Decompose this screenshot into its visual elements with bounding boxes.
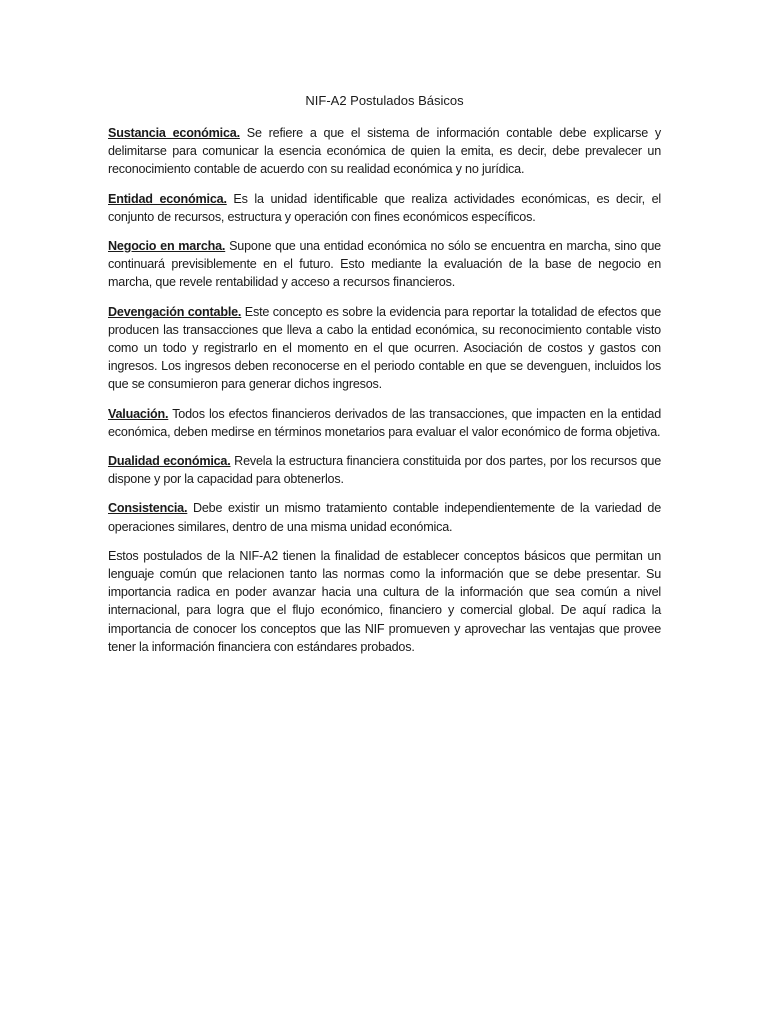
section-term: Valuación. [108, 406, 169, 421]
section-negocio-en-marcha [108, 237, 661, 292]
section-text: Revela la estructura financiera constituida por dos partes, por los recursos que dispone y por la capacidad para obtenerlos. [108, 454, 661, 487]
section-text: Es la unidad identificable que realiza actividades económicas, es decir, el conjunto de recursos, estructura y operación con fines económicos específicos. [108, 191, 661, 224]
section-devengacion-contable [108, 303, 661, 394]
document-title: NIF-A2 Postulados Básicos [305, 93, 464, 108]
section-text: Este concepto es sobre la evidencia para reportar la totalidad de efectos que producen las transacciones que lleva a cabo la entidad económica, su reconocimiento contable visto como un todo y registrarlo en el momento en el que ocurren. Asociación de costos y gastos con ingresos. Los ingresos deben reconocerse en el periodo contable en que se devenguen, incluidos los que se consumieron para generar dichos ingresos. [108, 304, 662, 392]
section-term: Sustancia económica. [108, 126, 240, 140]
section-entidad-economica [108, 190, 661, 226]
section-text: Debe existir un mismo tratamiento contable independientemente de la variedad de operaciones similares, dentro de una misma unidad económica. [108, 501, 661, 534]
section-consistencia [108, 499, 661, 535]
conclusion-paragraph: Estos postulados de la NIF-A2 tienen la finalidad de establecer conceptos básicos que permitan un lenguaje común que relacionen tanto las normas como la información que se debe presentar. Su importancia radica en poder avanzar hacia una cultura de la información que sea común a nivel internacional, para logra que el flujo económico, financiero y comercial global. De aquí radica la importancia de conocer los conceptos que las NIF promueven y aprovechar las ventajas que provee tener la información financiera con estándares probados. [108, 548, 661, 654]
document-page [108, 92, 661, 667]
section-term: Dualidad económica. [108, 454, 231, 469]
section-text: Todos los efectos financieros derivados de las transacciones, que impacten en la entidad económica, deben medirse en términos monetarios para evaluar el valor económico de forma objetiva. [108, 406, 661, 439]
section-term: Devengación contable. [108, 304, 242, 319]
section-term: Entidad económica. [108, 191, 227, 206]
section-text: Se refiere a que el sistema de información contable debe explicarse y delimitarse para comunicar la esencia económica de quien la emita, es decir, debe prevalecer un reconocimiento contable de acuerdo con su realidad económica y no jurídica. [108, 126, 661, 177]
section-valuacion [108, 405, 661, 441]
section-text: Supone que una entidad económica no sólo se encuentra en marcha, sino que continuará previsiblemente en el futuro. Esto mediante la evaluación de la base de negocio en marcha, que revele rentabilidad y acceso a recursos financieros. [108, 239, 661, 290]
section-term: Negocio en marcha. [108, 239, 226, 254]
section-sustancia-economica [108, 124, 661, 179]
section-term: Consistencia. [108, 501, 188, 516]
section-dualidad-economica [108, 452, 661, 488]
